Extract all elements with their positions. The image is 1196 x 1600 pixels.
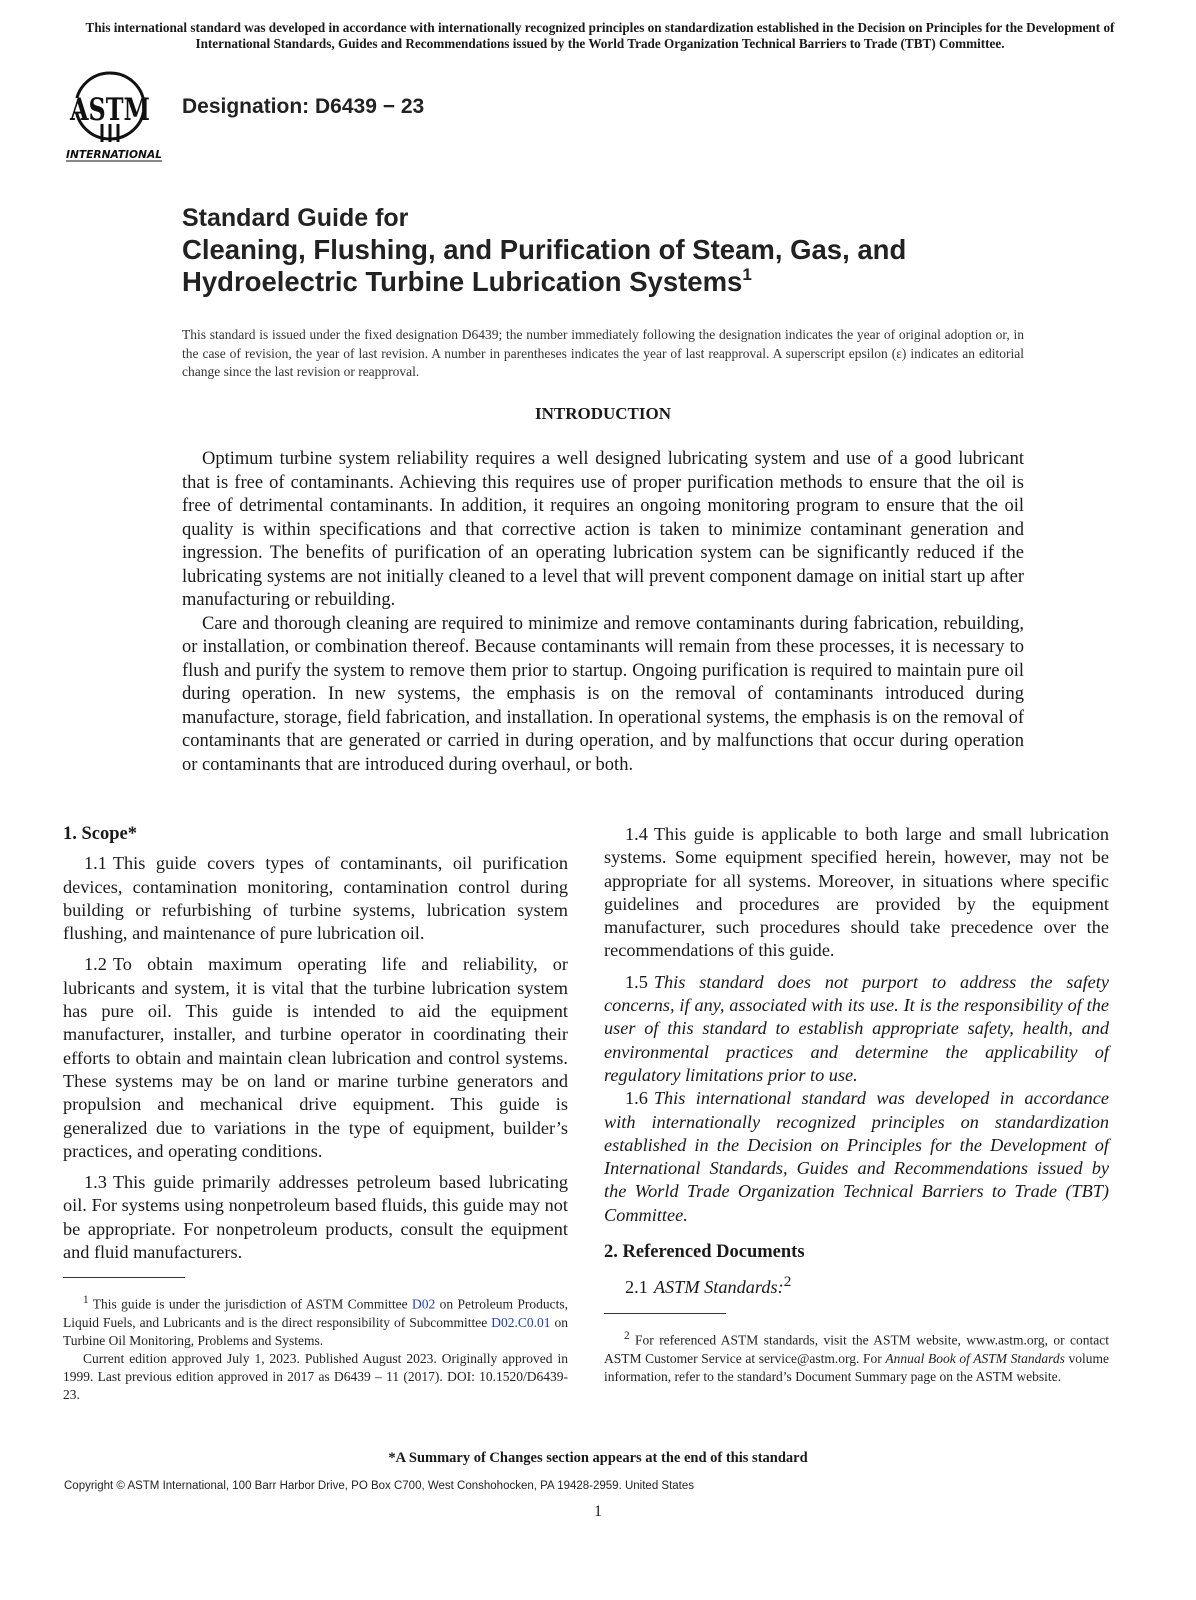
copyright: Copyright © ASTM International, 100 Barr Harbor Drive, PO Box C700, West Conshohocken, PA 19428-2959. United States: [64, 1480, 695, 1492]
introduction-paragraph-2: Care and thorough cleaning are required to minimize and remove contaminants during fabrication, rebuilding, or installation, or combination thereof. Because contaminants will remain from these processes, it is necessary to flush and purify the system to remove them prior to startup. Ongoing purification is required to maintain pure oil during operation. In new systems, the emphasis is on the removal of contaminants introduced during manufacture, storage, field fabrication, and installation. In operational systems, the emphasis is on the removal of contaminants that are generated or carried in during operation, and by malfunctions that occur during operation or contaminants that are introduced during overhaul, or both.: [182, 613, 1024, 775]
summary-of-changes-note: *A Summary of Changes section appears at the end of this standard: [388, 1450, 808, 1466]
section-1-3: 1.3 This guide primarily addresses petroleum based lubricating oil. For systems using nonpetroleum based fluids, this guide may not be appropriate. For nonpetroleum products, consult the equipment and fluid manufacturers.: [63, 1172, 568, 1263]
right-column: [604, 823, 1109, 1300]
designation: Designation: D6439 − 23: [182, 95, 425, 118]
footnote-1-edition: Current edition approved July 1, 2023. Published August 2023. Originally approved in 1999. Last previous edition approved in 2017 as D6439 – 11 (2017). DOI: 10.1520/D6439-23.: [63, 1350, 568, 1402]
referenced-documents-heading: 2. Referenced Documents: [604, 1242, 805, 1263]
page-number: 1: [594, 1503, 602, 1520]
footnote-2: $^2$ For referenced ASTM standards, visit the ASTM website, www.astm.org, or contact ASTM Customer Service at service@astm.org. For Annual Book of ASTM Standards volume information, refer to the standard’s Document Summary page on the ASTM website.: [604, 1330, 1110, 1384]
document-title: [182, 202, 1082, 298]
footnote-1: $^1$ This guide is under the jurisdiction of ASTM Committee D02 on Petroleum Products, Liquid Fuels, and Lubricants and is the direct responsibility of Subcommittee D02.C0.01 on Turbine Oil Monitoring, Problems and Systems. Current edition approved July 1, 2023. Published August 2023. Originally approved in 1999. Last previous edition approved in 2017 as D6439 – 11 (2017). DOI: 10.1520/D6439-23.: [63, 1294, 569, 1402]
wto-notice: This international standard was developed in accordance with internationally recognized principles on standardization established in the Decision on Principles for the Development of International Standards, Guides and Recommendations issued by the World Trade Organization Technical Barriers to Trade (TBT) Committee.: [85, 20, 1115, 51]
introduction-heading: INTRODUCTION: [534, 404, 672, 423]
section-1-2: 1.2 To obtain maximum operating life and reliability, or lubricants and system, it is vital that the turbine lubrication system has pure oil. This guide is intended to aid the equipment manufacturer, installer, and turbine operator in coordinating their efforts to obtain and maintain clean lubrication and control systems. These systems may be on land or marine turbine generators and propulsion and mechanical drive equipment. This guide is generalized due to variations in the type of equipment, builder’s practices, and operating conditions.: [63, 954, 568, 1161]
title-line-3: Hydroelectric Turbine Lubrication Systems: [182, 266, 743, 297]
section-1-4: 1.4 This guide is applicable to both large and small lubrication systems. Some equipment specified herein, however, may not be appropriate for all systems. Moreover, in situations where specific guidelines and procedures are provided by the equipment manufacturer, such procedures should take precedence over the recommendations of this guide.: [604, 824, 1109, 961]
section-1-5: 1.5 This standard does not purport to address the safety concerns, if any, associated with its use. It is the responsibility of the user of this standard to establish appropriate safety, health, and environmental practices and determine the applicability of regulatory limitations prior to use.: [604, 971, 1109, 1085]
link-d02[interactable]: D02: [411, 1296, 436, 1312]
astm-logo: [64, 70, 168, 166]
footnote-rule-left: [63, 1277, 185, 1278]
section-1-6: 1.6 This international standard was developed in accordance with internationally recognized principles on standardization established in the Decision on Principles for the Development of International Standards, Guides and Recommendations issued by the World Trade Organization Technical Barriers to Trade (TBT) Committee.: [604, 1088, 1109, 1225]
section-1-1: 1.1 This guide covers types of contaminants, oil purification devices, contamination monitoring, contamination control during building or refurbishing of turbine systems, lubrication system flushing, and maintenance of pure lubrication oil.: [63, 853, 568, 944]
title-footnote-mark[interactable]: 1: [742, 265, 752, 284]
introduction-paragraph-1: Optimum turbine system reliability requires a well designed lubricating system and use of a good lubricant that is free of contaminants. Achieving this requires use of proper purification methods to ensure that the oil is free of detrimental contaminants. In addition, it requires an ongoing monitoring program to ensure that the oil quality is within specifications and that corrective action is taken to minimize contaminant generation and ingression. The benefits of purification of an operating lubrication system can be significantly reduced if the lubricating systems are not initially cleaned to a level that will prevent component damage on initial start up after manufacturing or rebuilding.: [182, 449, 1024, 610]
logo-letters: ASTM: [69, 92, 150, 128]
section-2-1: 2.1 ASTM Standards:$^2$: [625, 1273, 792, 1298]
scope-heading: 1. Scope*: [63, 824, 137, 844]
title-line-1: Standard Guide for: [182, 204, 409, 232]
astm-logo-icon: [64, 70, 168, 166]
issued-note: This standard is issued under the fixed designation D6439; the number immediately following the designation indicates the year of original adoption or, in the case of revision, the year of last revision. A number in parentheses indicates the year of last reapproval. A superscript epsilon (ε) indicates an editorial change since the last revision or reapproval.: [182, 327, 1024, 379]
link-d02-c0-01[interactable]: D02.C0.01: [491, 1314, 551, 1330]
title-line-2: Cleaning, Flushing, and Purification of Steam, Gas, and: [182, 234, 907, 265]
footnote-rule-right: [604, 1313, 726, 1314]
logo-caption: INTERNATIONAL: [66, 149, 162, 161]
footnote-2-mark[interactable]: 2: [783, 1273, 792, 1291]
introduction-body: [182, 448, 1024, 777]
left-column: [63, 823, 568, 1264]
